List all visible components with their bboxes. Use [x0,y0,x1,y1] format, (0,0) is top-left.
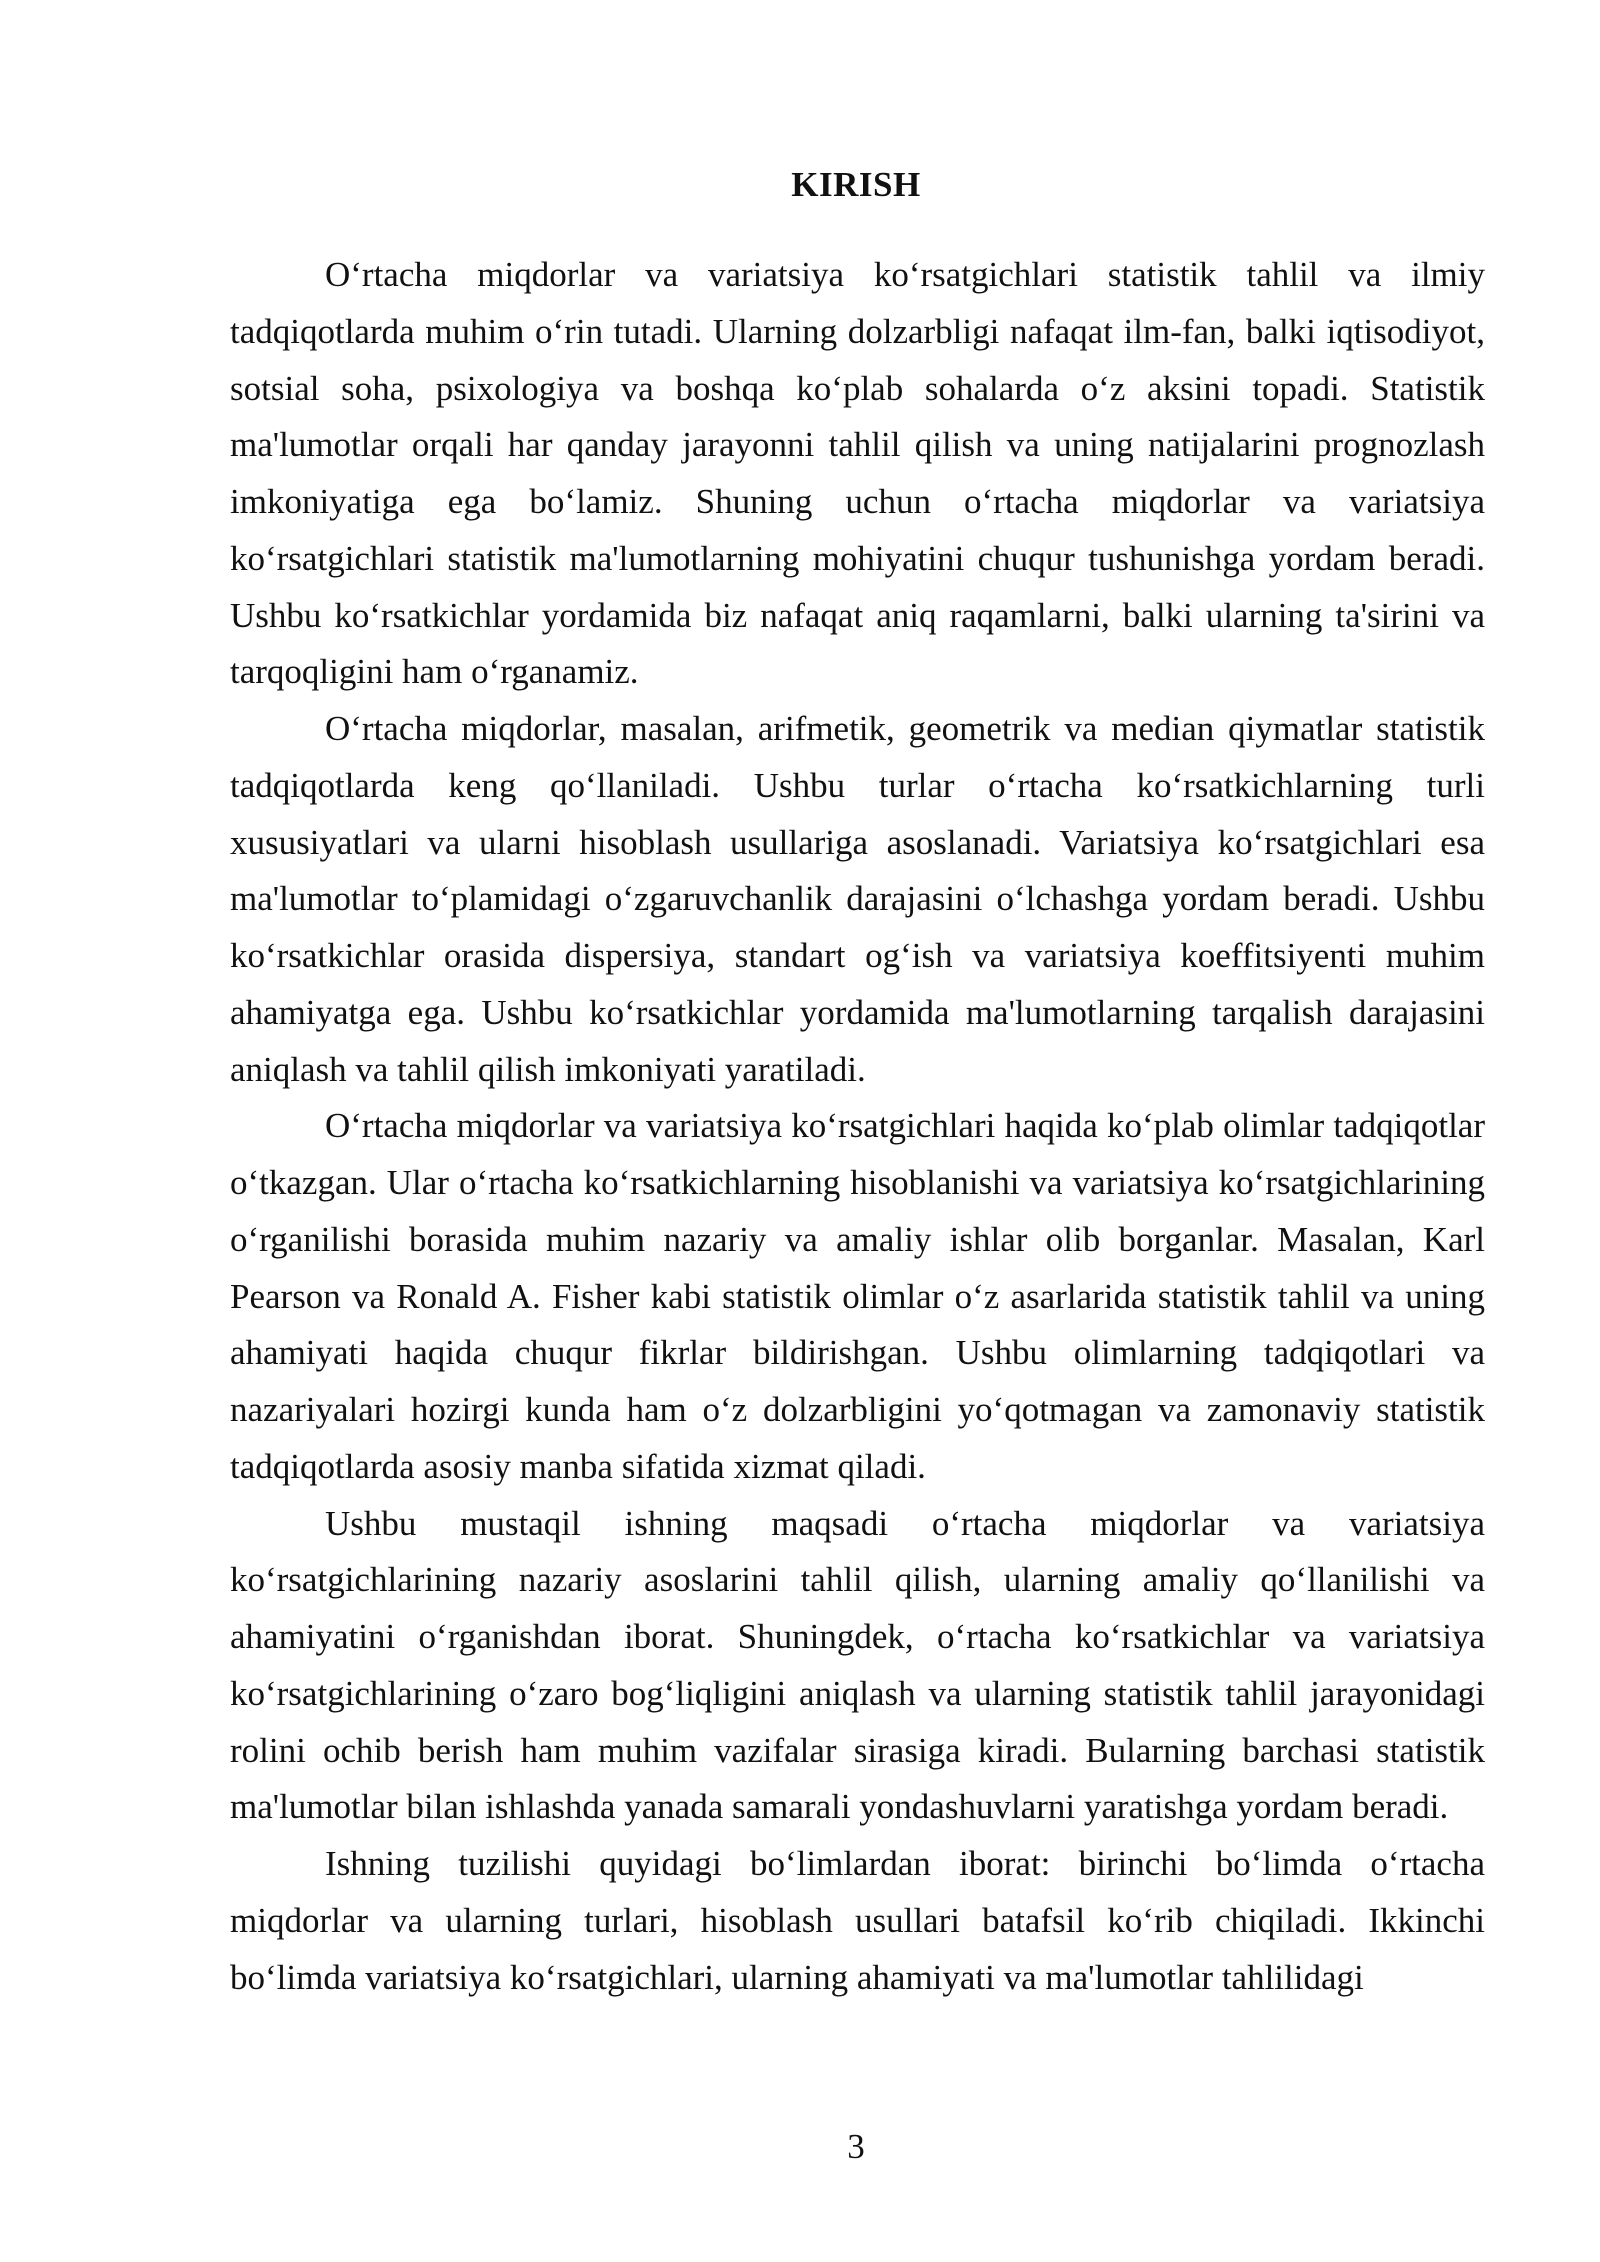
page-number: 3 [847,2127,865,2166]
paragraph-4: Ushbu mustaqil ishning maqsadi o‘rtacha miqdorlar va variatsiya ko‘rsatgichlarining nazariy asoslarini tahlil qilish, ularning amaliy qo‘llanilishi va ahamiyatini o‘rganishdan iborat. Shuningdek, o‘rtacha ko‘rsatkichlar va variatsiya ko‘rsatgichlarining o‘zaro bog‘liqligini aniqlash va ularning statistik tahlil jarayonidagi rolini ochib berish ham muhim vazifalar sirasiga kiradi. Bularning barchasi statistik ma'lumotlar bilan ishlashda yanada samarali yondashuvlarni yaratishga yordam beradi. [230,1503,1485,1827]
paragraph-3: O‘rtacha miqdorlar va variatsiya ko‘rsatgichlari haqida ko‘plab olimlar tadqiqotlar o‘tkazgan. Ular o‘rtacha ko‘rsatkichlarning hisoblanishi va variatsiya ko‘rsatgichlarining o‘rganilishi borasida muhim nazariy va amaliy ishlar olib borganlar. Masalan, Karl Pearson va Ronald A. Fisher kabi statistik olimlar o‘z asarlarida statistik tahlil va uning ahamiyati haqida chuqur fikrlar bildirishgan. Ushbu olimlarning tadqiqotlari va nazariyalari hozirgi kunda ham o‘z dolzarbligini yo‘qotmagan va zamonaviy statistik tadqiqotlarda asosiy manba sifatida xizmat qiladi. [230,1106,1485,1486]
paragraph-2: O‘rtacha miqdorlar, masalan, arifmetik, geometrik va median qiymatlar statistik tadqiqotlarda keng qo‘llaniladi. Ushbu turlar o‘rtacha ko‘rsatkichlarning turli xususiyatlari va ularni hisoblash usullariga asoslanadi. Variatsiya ko‘rsatgichlari esa ma'lumotlar to‘plamidagi o‘zgaruvchanlik darajasini o‘lchashga yordam beradi. Ushbu ko‘rsatkichlar orasida dispersiya, standart og‘ish va variatsiya koeffitsiyenti muhim ahamiyatga ega. Ushbu ko‘rsatkichlar yordamida ma'lumotlarning tarqalish darajasini aniqlash va tahlil qilish imkoniyati yaratiladi. [230,709,1485,1089]
paragraph-5: Ishning tuzilishi quyidagi bo‘limlardan iborat: birinchi bo‘limda o‘rtacha miqdorlar va ularning turlari, hisoblash usullari batafsil ko‘rib chiqiladi. Ikkinchi bo‘limda variatsiya ko‘rsatgichlari, ularning ahamiyati va ma'lumotlar tahlilidagi [230,1844,1485,1997]
page-title: KIRISH [791,165,921,204]
paragraph-1: O‘rtacha miqdorlar va variatsiya ko‘rsatgichlari statistik tahlil va ilmiy tadqiqotlarda muhim o‘rin tutadi. Ularning dolzarbligi nafaqat ilm-fan, balki iqtisodiyot, sotsial soha, psixologiya va boshqa ko‘plab sohalarda o‘z aksini topadi. Statistik ma'lumotlar orqali har qanday jarayonni tahlil qilish va uning natijalarini prognozlash imkoniyatiga ega bo‘lamiz. Shuning uchun o‘rtacha miqdorlar va variatsiya ko‘rsatgichlari statistik ma'lumotlarning mohiyatini chuqur tushunishga yordam beradi. Ushbu ko‘rsatkichlar yordamida biz nafaqat aniq raqamlarni, balki ularning ta'sirini va tarqoqligini ham o‘rganamiz. [230,255,1485,692]
document-body [230,247,1485,2006]
